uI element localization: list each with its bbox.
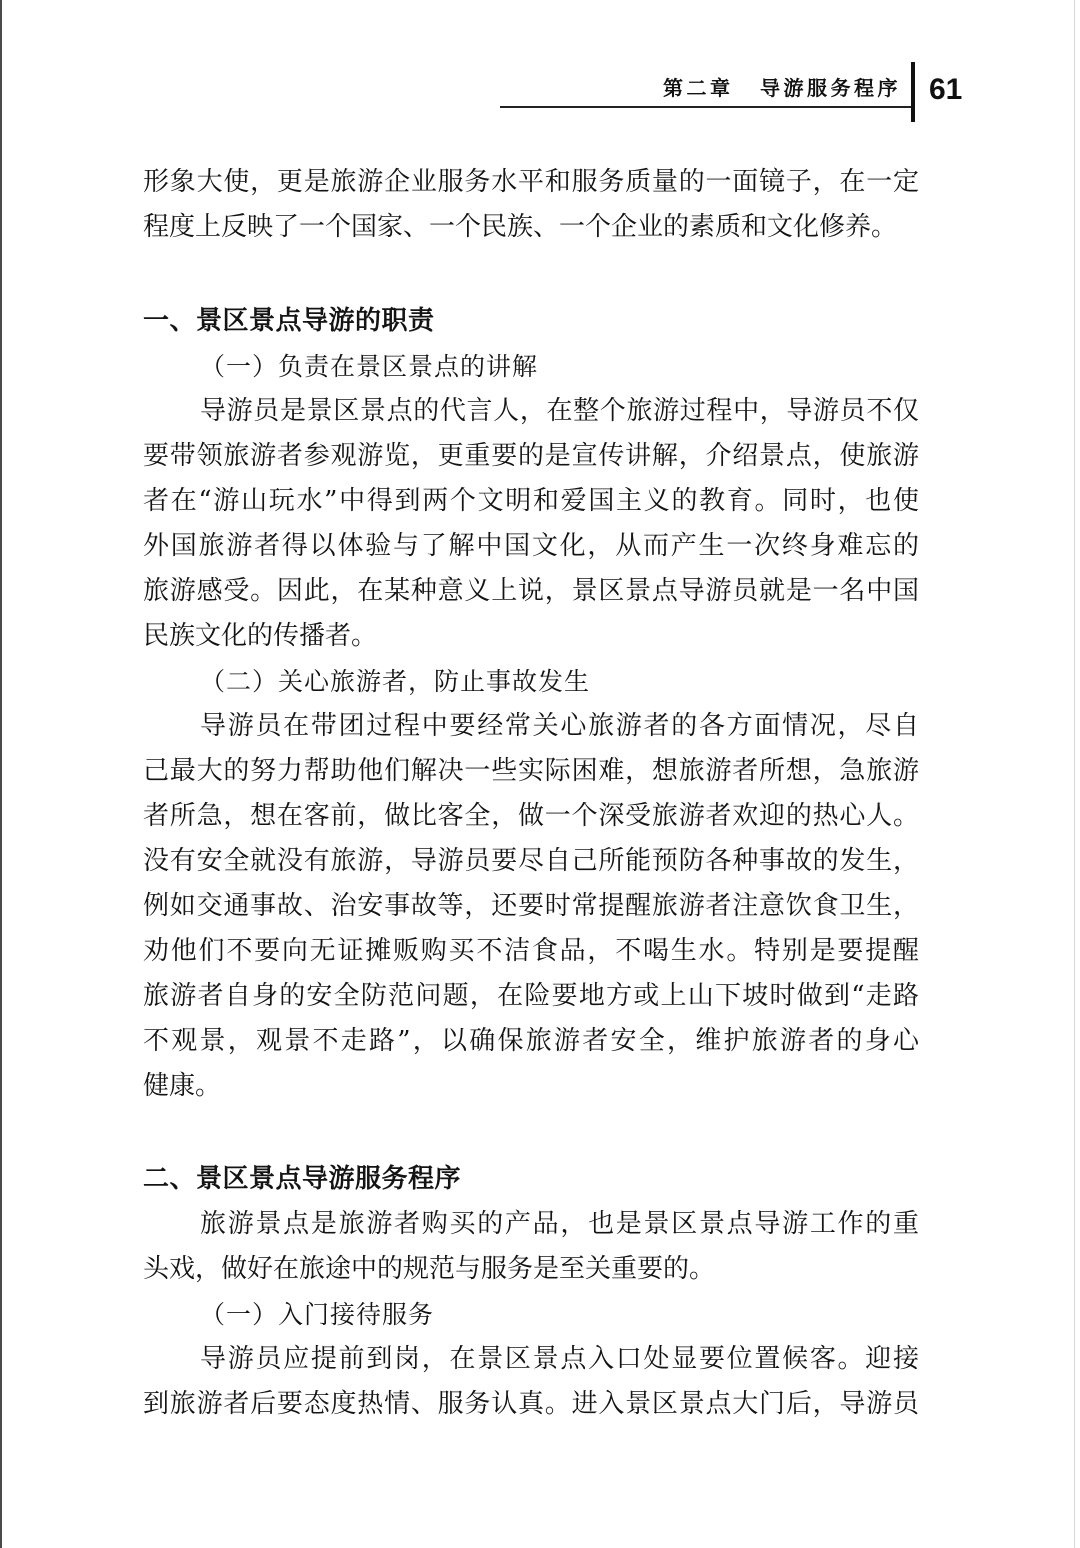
header-bar [911, 62, 915, 122]
text-line: 者所急，想在客前，做比客全，做一个深受旅游者欢迎的热心人。 [143, 801, 919, 831]
text-line: 者在“游山玩水”中得到两个文明和爱国主义的教育。同时，也使 [143, 486, 919, 516]
section-1 [143, 299, 919, 1109]
text-line: 例如交通事故、治安事故等，还要时常提醒旅游者注意饮食卫生， [143, 891, 919, 921]
text-line: 不观景，观景不走路”，以确保旅游者安全，维护旅游者的身心 [143, 1026, 919, 1056]
section-2 [143, 1157, 919, 1427]
text-line: 外国旅游者得以体验与了解中国文化，从而产生一次终身难忘的 [143, 531, 919, 561]
text-line: 没有安全就没有旅游，导游员要尽自己所能预防各种事故的发生， [143, 846, 919, 876]
subsection-heading: （二）关心旅游者，防止事故发生 [200, 667, 591, 696]
text-line: 导游员是景区景点的代言人，在整个旅游过程中，导游员不仅 [200, 396, 919, 426]
text-line: 旅游感受。因此，在某种意义上说，景区景点导游员就是一名中国 [143, 576, 919, 606]
text-line: 到旅游者后要态度热情、服务认真。进入景区景点大门后，导游员 [143, 1389, 919, 1419]
scan-edge-left [0, 0, 2, 1548]
text-line: 导游员应提前到岗，在景区景点入口处显要位置候客。迎接 [200, 1344, 919, 1374]
text-line: 己最大的努力帮助他们解决一些实际困难，想旅游者所想，急旅游 [143, 756, 919, 786]
text-line: 形象大使，更是旅游企业服务水平和服务质量的一面镜子，在一定 [143, 167, 919, 197]
subsection-heading: （一）负责在景区景点的讲解 [200, 352, 539, 381]
text-line: 旅游景点是旅游者购买的产品，也是景区景点导游工作的重 [200, 1209, 919, 1239]
header-rule [500, 106, 913, 108]
text-line: 健康。 [143, 1071, 222, 1101]
section-heading: 一、景区景点导游的职责 [143, 306, 435, 336]
text-line: 民族文化的传播者。 [143, 621, 378, 651]
intro-paragraph [143, 160, 919, 250]
text-line: 旅游者自身的安全防范问题，在险要地方或上山下坡时做到“走路 [143, 981, 919, 1011]
text-line: 导游员在带团过程中要经常关心旅游者的各方面情况，尽自 [200, 711, 919, 741]
text-line: 程度上反映了一个国家、一个民族、一个企业的素质和文化修养。 [143, 212, 898, 242]
scan-edge-right [1074, 0, 1075, 1548]
text-line: 要带领旅游者参观游览，更重要的是宣传讲解，介绍景点，使旅游 [143, 441, 919, 471]
text-line: 劝他们不要向无证摊贩购买不洁食品，不喝生水。特别是要提醒 [143, 936, 919, 966]
subsection-heading: （一）入门接待服务 [200, 1300, 435, 1329]
running-head-chapter: 第二章 [663, 76, 734, 100]
page-number: 61 [929, 73, 963, 106]
text-line: 头戏，做好在旅途中的规范与服务是至关重要的。 [143, 1254, 716, 1284]
section-heading: 二、景区景点导游服务程序 [143, 1164, 462, 1194]
running-head-title: 导游服务程序 [760, 76, 901, 100]
